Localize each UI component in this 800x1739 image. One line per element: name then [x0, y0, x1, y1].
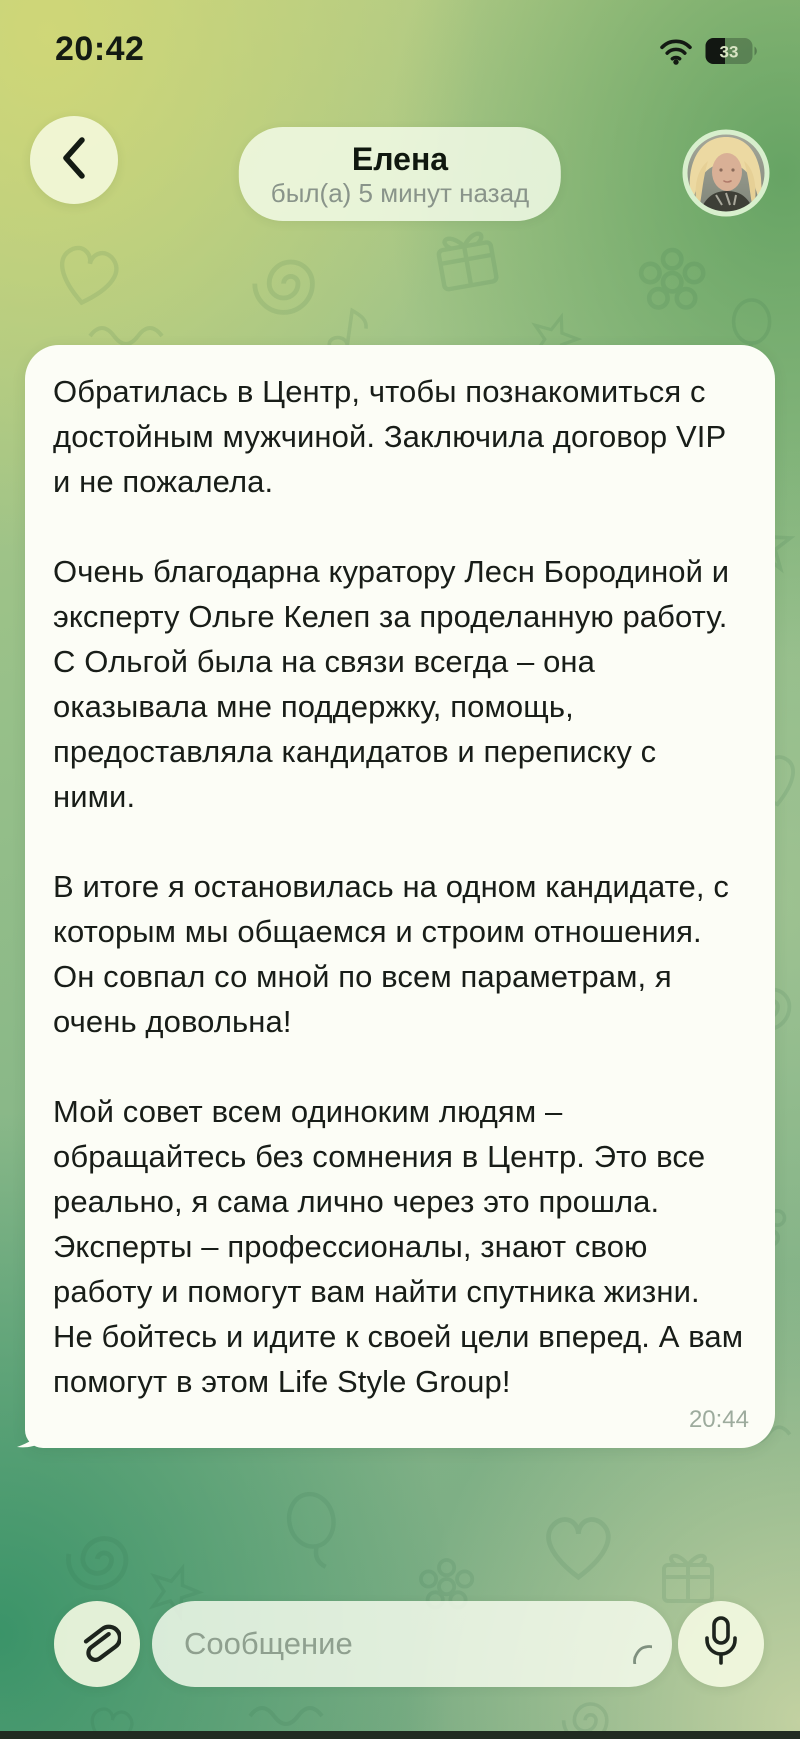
microphone-icon	[699, 1615, 743, 1674]
chevron-left-icon	[54, 130, 94, 191]
paperclip-icon	[73, 1618, 121, 1671]
message-bubble[interactable]	[25, 345, 775, 1448]
message-paragraph: Обратилась в Центр, чтобы познакомиться с достойным мужчиной. Заключила договор VIP и не пожалела.	[53, 374, 726, 499]
sticker-icon[interactable]	[612, 1624, 652, 1664]
contact-avatar[interactable]	[682, 129, 770, 217]
message-input-pill	[152, 1601, 672, 1687]
message-timestamp: 20:44	[688, 1406, 749, 1433]
back-button[interactable]	[30, 116, 118, 204]
battery-percent: 33	[719, 42, 739, 62]
battery-icon	[704, 36, 764, 71]
chat-title-pill[interactable]	[239, 127, 561, 221]
bubble-tail	[11, 1407, 57, 1449]
status-bar	[0, 28, 800, 82]
clock: 20:42	[55, 30, 145, 68]
chat-title: Елена	[351, 140, 449, 177]
message-paragraph: Очень благодарна куратору Лесн Бородиной и эксперту Ольге Келеп за проделанную работу. С Ольгой была на связи всегда – она оказывала мне поддержку, помощь, предоставляла кандидатов и переписку с ними.	[53, 554, 730, 814]
wifi-icon	[658, 37, 694, 70]
attach-button[interactable]	[54, 1601, 140, 1687]
chat-last-seen: был(а) 5 минут назад	[270, 177, 530, 208]
message-input[interactable]	[182, 1625, 602, 1663]
voice-record-button[interactable]	[678, 1601, 764, 1687]
message-paragraph: В итоге я остановилась на одном кандидате, с которым мы общаемся и строим отношения. Он совпал со мной по всем параметрам, я очень довольна!	[53, 869, 729, 1039]
composer-bar	[0, 1601, 800, 1687]
home-indicator-area	[0, 1731, 800, 1739]
message-paragraph: Мой совет всем одиноким людям – обращайтесь без сомнения в Центр. Это все реально, я сама лично через это прошла. Эксперты – профессионалы, знают свою работу и помогут вам найти спутника жизни. Не бойтесь и идите к своей цели вперед. А вам помогут в этом Life Style Group!	[53, 1094, 744, 1399]
